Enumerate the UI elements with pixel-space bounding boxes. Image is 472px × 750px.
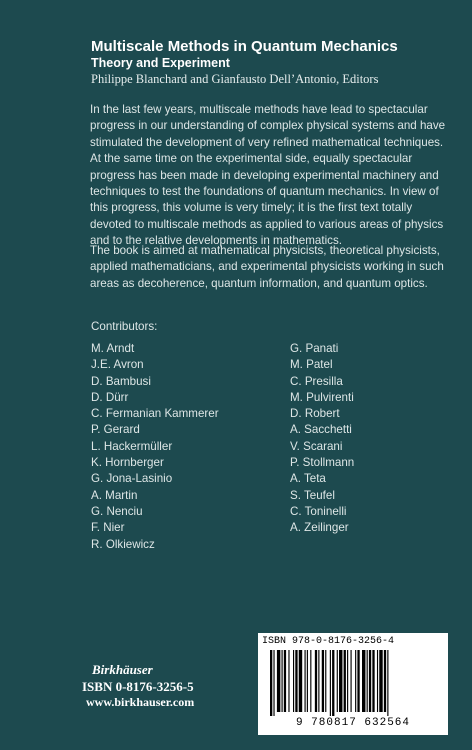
barcode-bar: [387, 650, 388, 716]
barcode-bar: [282, 650, 283, 712]
contributor-name: V. Scarani: [290, 439, 343, 453]
barcode-bar: [362, 650, 365, 712]
contributor-name: D. Dürr: [91, 390, 129, 404]
book-subtitle: Theory and Experiment: [91, 56, 230, 70]
barcode-bar: [339, 650, 342, 712]
contributor-name: P. Gerard: [91, 423, 140, 437]
contributor-name: G. Nenciu: [91, 504, 143, 518]
barcode-bar: [310, 650, 311, 712]
contributors-label: Contributors:: [91, 320, 158, 333]
barcode-bar: [277, 650, 280, 712]
barcode-bar: [288, 650, 289, 712]
contributor-name: D. Bambusi: [91, 374, 151, 388]
barcode-bar: [318, 650, 319, 712]
contributor-name: A. Teta: [290, 472, 326, 486]
barcode-bar: [325, 650, 326, 712]
description-paragraph-1: In the last few years, multiscale methods have lead to spectacular progress in our understanding of complex physical systems and have stimulated the development of very refined mathematical techniques. At the same time on the experimental side, equally spectacular progress has been made in developing experimental machinery and techniques to test the foundations of quantum mechanics. In view of this progress, this volume is very timely; it is the first text totally devoted to multiscale methods as applied to various areas of physics and to the relative developments in mathematics.: [90, 103, 446, 248]
contributor-name: F. Nier: [91, 521, 125, 535]
publisher-isbn: ISBN 0-8176-3256-5: [82, 679, 194, 694]
barcode-bar: [299, 650, 302, 712]
barcode-bar: [295, 650, 297, 712]
barcode-bar: [367, 650, 368, 712]
barcode-bar: [330, 650, 331, 716]
barcode-bar: [369, 650, 371, 712]
book-title: Multiscale Methods in Quantum Mechanics: [91, 38, 398, 55]
barcode-number: 9 780817 632564: [295, 717, 411, 729]
contributor-name: A. Martin: [91, 488, 138, 502]
contributors-column-1: [91, 341, 219, 553]
contributor-name: L. Hackermüller: [91, 439, 173, 453]
contributor-name: M. Arndt: [91, 342, 135, 355]
contributor-name: C. Fermanian Kammerer: [91, 407, 219, 421]
barcode-bar: [344, 650, 346, 712]
barcode-bar: [355, 650, 356, 712]
barcode-bar: [357, 650, 359, 712]
contributor-name: M. Pulvirenti: [290, 390, 354, 404]
barcode-isbn-label: ISBN 978-0-8176-3256-4: [262, 636, 395, 647]
barcode-bars: [270, 650, 436, 716]
barcode-bar: [293, 650, 294, 712]
barcode-bar: [337, 650, 338, 712]
barcode: [258, 633, 448, 735]
barcode-bar: [351, 650, 352, 712]
contributor-name: G. Panati: [290, 342, 339, 355]
barcode-bar: [322, 650, 324, 712]
contributor-name: K. Hornberger: [91, 456, 164, 470]
contributor-name: P. Stollmann: [290, 456, 355, 470]
barcode-bar: [315, 650, 317, 712]
contributor-name: D. Robert: [290, 407, 340, 421]
contributor-name: C. Presilla: [290, 374, 343, 388]
contributor-name: A. Sacchetti: [290, 423, 352, 437]
contributor-name: G. Jona-Lasinio: [91, 472, 173, 486]
barcode-bar: [347, 650, 348, 712]
contributors-column-2: [290, 341, 354, 537]
book-editors: Philippe Blanchard and Gianfausto Dell’Antonio, Editors: [91, 72, 379, 86]
contributor-name: S. Teufel: [290, 488, 335, 502]
barcode-bar: [372, 650, 374, 712]
contributor-name: J.E. Avron: [91, 358, 144, 372]
contributor-name: A. Zeilinger: [290, 521, 349, 535]
barcode-bar: [307, 650, 308, 712]
contributor-name: C. Toninelli: [290, 504, 347, 518]
barcode-bar: [332, 650, 334, 716]
description-paragraph-2: The book is aimed at mathematical physicists, theoretical physicists, applied mathematicians, and experimental physicists working in such areas as decoherence, quantum information, and quantum optics.: [90, 244, 444, 290]
publisher-name: Birkhäuser: [92, 662, 153, 677]
publisher-url: www.birkhauser.com: [86, 695, 195, 709]
barcode-bar: [305, 650, 306, 712]
contributor-name: M. Patel: [290, 358, 333, 372]
barcode-bar: [270, 650, 272, 716]
barcode-bar: [273, 650, 274, 716]
barcode-bar: [284, 650, 286, 712]
contributor-name: R. Olkiewicz: [91, 537, 155, 551]
barcode-bar: [379, 650, 382, 712]
barcode-bar: [377, 650, 378, 712]
barcode-bar: [384, 650, 386, 712]
